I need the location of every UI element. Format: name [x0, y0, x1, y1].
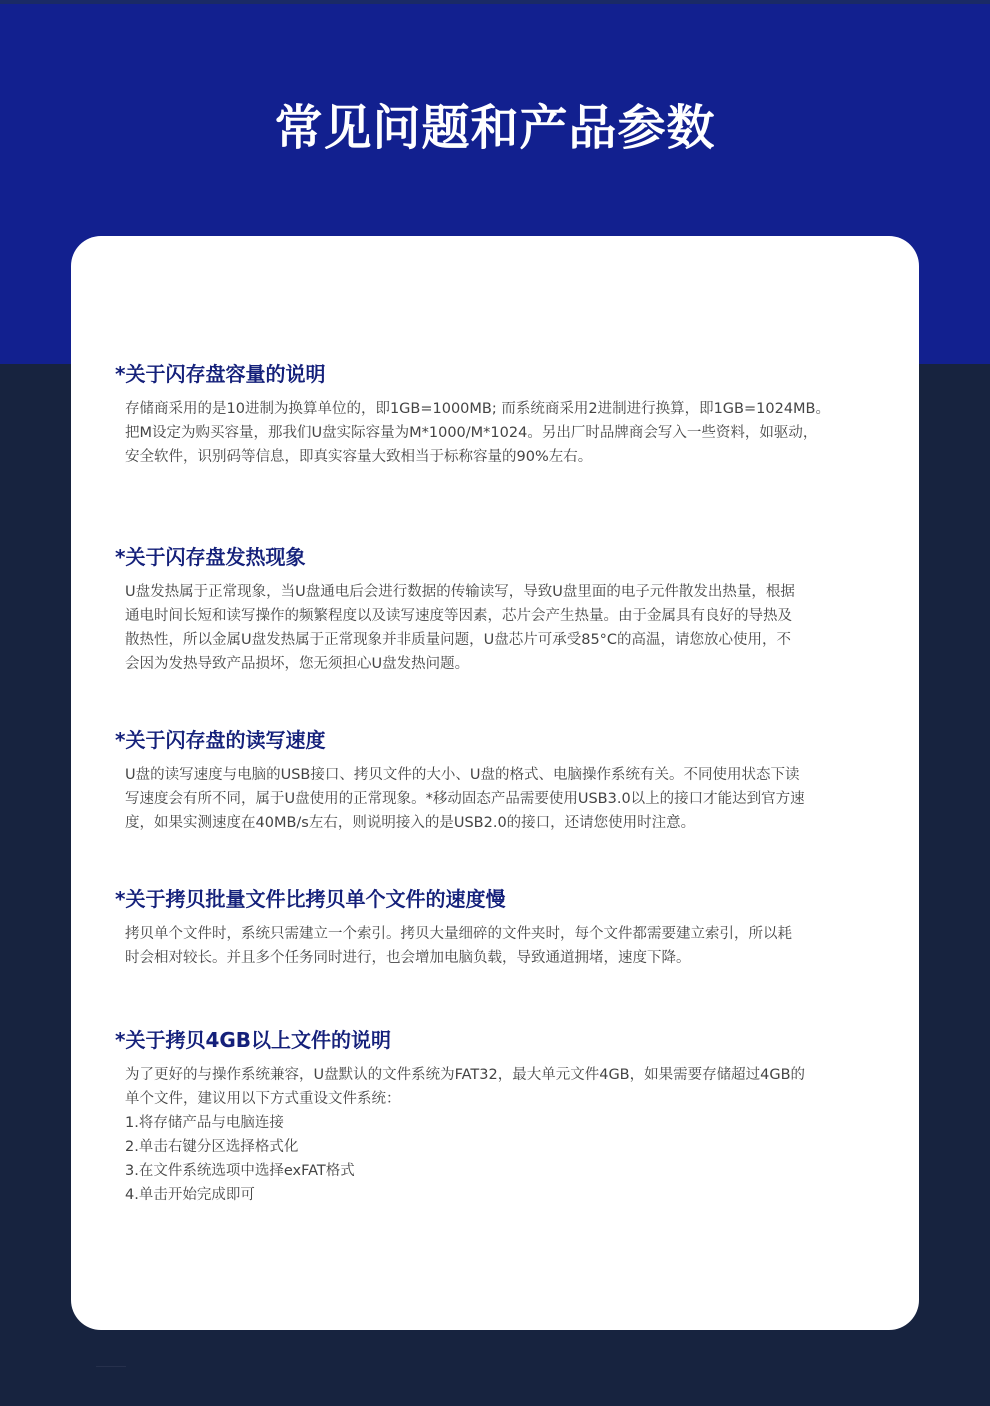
body-line: 存储商采用的是10进制为换算单位的，即1GB=1000MB; 而系统商采用2进制进行换算，即1GB=1024MB。: [125, 401, 831, 417]
section-heading: *关于闪存盘发热现象: [115, 545, 306, 569]
list-item: 4.单击开始完成即可: [125, 1187, 255, 1203]
top-border: [0, 0, 990, 4]
bottom-divider: [96, 1366, 126, 1367]
faq-section-large-file: [115, 1025, 895, 1207]
faq-section-heat: [115, 542, 895, 676]
body-line: 散热性，所以金属U盘发热属于正常现象并非质量问题，U盘芯片可承受85°C的高温，请您放心使用，不: [125, 632, 792, 648]
body-line: 为了更好的与操作系统兼容，U盘默认的文件系统为FAT32，最大单元文件4GB，如果需要存储超过4GB的: [125, 1067, 806, 1083]
section-body: [115, 1063, 895, 1207]
body-line: 通电时间长短和读写操作的频繁程度以及读写速度等因素，芯片会产生热量。由于金属具有良好的导热及: [125, 608, 792, 624]
faq-card: [71, 236, 919, 1330]
section-heading: *关于拷贝批量文件比拷贝单个文件的速度慢: [115, 887, 506, 911]
body-line: 把M设定为购买容量，那我们U盘实际容量为M*1000/M*1024。另出厂时品牌商会写入一些资料，如驱动，: [125, 425, 818, 441]
body-line: U盘的读写速度与电脑的USB接口、拷贝文件的大小、U盘的格式、电脑操作系统有关。不同使用状态下读: [125, 767, 800, 783]
faq-section-batch-copy: [115, 884, 895, 970]
body-line: 会因为发热导致产品损坏，您无须担心U盘发热问题。: [125, 656, 470, 672]
list-item: 3.在文件系统选项中选择exFAT格式: [125, 1163, 355, 1179]
faq-section-capacity: [115, 359, 895, 469]
section-body: [115, 580, 895, 676]
section-heading: *关于闪存盘的读写速度: [115, 728, 326, 752]
body-line: 拷贝单个文件时，系统只需建立一个索引。拷贝大量细碎的文件夹时，每个文件都需要建立索引，所以耗: [125, 926, 792, 942]
section-body: [115, 763, 895, 835]
faq-section-speed: [115, 725, 895, 835]
list-item: 1.将存储产品与电脑连接: [125, 1115, 284, 1131]
body-line: 单个文件，建议用以下方式重设文件系统：: [125, 1091, 401, 1107]
page-title: 常见问题和产品参数: [274, 100, 716, 156]
body-line: U盘发热属于正常现象，当U盘通电后会进行数据的传输读写，导致U盘里面的电子元件散发出热量，根据: [125, 584, 795, 600]
list-item: 2.单击右键分区选择格式化: [125, 1139, 299, 1155]
section-heading: *关于拷贝4GB以上文件的说明: [115, 1028, 392, 1052]
section-body: [115, 922, 895, 970]
body-line: 安全软件，识别码等信息，即真实容量大致相当于标称容量的90%左右。: [125, 449, 593, 465]
body-line: 时会相对较长。并且多个任务同时进行，也会增加电脑负载，导致通道拥堵，速度下降。: [125, 950, 691, 966]
section-heading: *关于闪存盘容量的说明: [115, 362, 326, 386]
section-body: [115, 397, 895, 469]
body-line: 度，如果实测速度在40MB/s左右，则说明接入的是USB2.0的接口，还请您使用时注意。: [125, 815, 696, 831]
body-line: 写速度会有所不同，属于U盘使用的正常现象。*移动固态产品需要使用USB3.0以上的接口才能达到官方速: [125, 791, 805, 807]
